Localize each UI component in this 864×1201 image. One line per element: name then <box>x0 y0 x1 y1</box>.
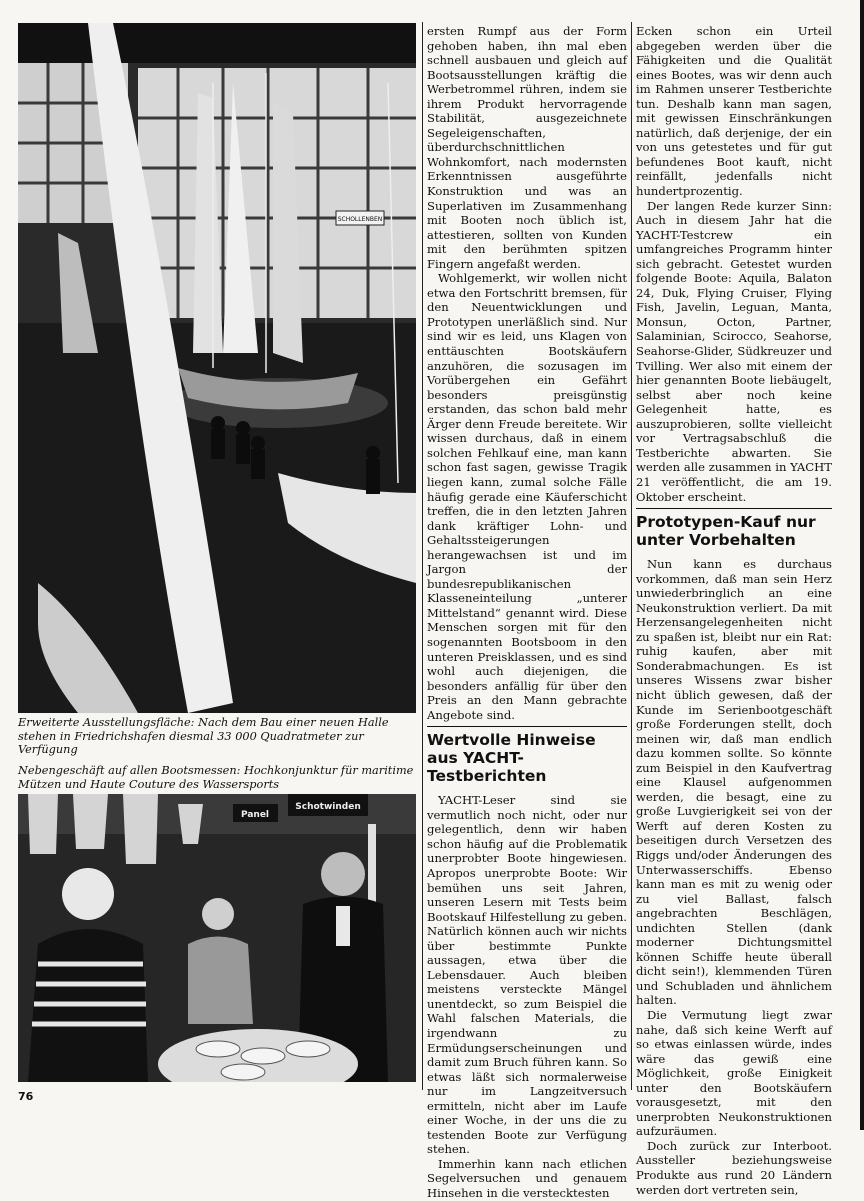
column-3-paragraph-2: Der langen Rede kurzer Sinn: Auch in diesem Jahr hat die YACHT-Testcrew ein umfangreiches Programm hinter sich gebracht. Getestet wurden folgende Boote: Aquila, Balaton 24, Duk, Flying Cruiser, Flying Fish, Javelin, Leguan, Manta, Monsun, Octon, Partner, Salaminian, Scirocco, Seahorse, Seahorse-Glider, Südkreuzer und Tvilling. Wer also mit einem der hier genannten Boote liebäugelt, selbst aber noch keine Gelegenheit hatte, es auszuprobieren, sollte vielleicht vor Vertragsabschluß die Testberichte abwarten. Sie werden alle zusammen in YACHT 21 veröffentlicht, die am 19. Oktober erscheint. <box>636 198 832 504</box>
section-headline-yacht-tests: Wertvolle Hinweise aus YACHT-Testberichten <box>427 726 627 785</box>
article-column-2 <box>427 24 627 1201</box>
exhibition-hall-photo <box>18 23 416 713</box>
column-2-paragraph-3: YACHT-Leser sind sie vermutlich noch nicht, oder nur gelegentlich, denn wir haben schon häufig auf die Problematik unerprobter Boote hingewiesen. Apropos unerprobte Boote: Wir bemühen uns seit Jahren, unseren Lesern mit Tests beim Bootskauf Hilfestellung zu geben. Natürlich können auch wir nichts über bestimmte Punkte aussagen, etwa über die Lebensdauer. Auch bleiben meistens versteckte Mängel unentdeckt, so zum Beispiel die Wahl falschen Materials, die irgendwann zu Ermüdungserscheinungen und damit zum Bruch führen kann. So etwas läßt sich normalerweise nur im Langzeitversuch ermitteln, nicht aber im Laufe einer Woche, in der uns die zu testenden Boote zur Verfügung stehen. <box>427 793 627 1157</box>
column-2-paragraph-4: Immerhin kann nach etlichen Segelversuchen und genauem Hinsehen in die verstecktesten <box>427 1156 627 1201</box>
column-3-paragraph-4: Die Vermutung liegt zwar nahe, daß sich keine Werft auf so etwas einlassen würde, indes wäre das gewiß eine Möglichkeit, große Einigkeit unter den Bootskäufern vorausgesetzt, mit den unerprobten Neukonstruktionen aufzuräumen. <box>636 1008 832 1139</box>
hall-sign-text: SCHOLLENBEN <box>337 216 383 223</box>
article-column-3 <box>636 24 832 1197</box>
stand-sign-panel: Panel <box>240 810 270 820</box>
column-rule-right <box>631 22 632 1090</box>
market-stand-photo-icon <box>18 794 416 1082</box>
column-3-paragraph-5: Doch zurück zur Interboot. Aussteller beziehungsweise Produkte aus rund 20 Ländern werden dort vertreten sein, <box>636 1138 832 1197</box>
boat-fashion-stand-photo <box>18 794 416 1082</box>
page-edge-shadow <box>860 0 864 1130</box>
column-rule-left <box>422 22 423 1090</box>
page-number: 76 <box>18 1090 34 1103</box>
section-headline-prototype-purchase: Prototypen-Kauf nur unter Vorbehalten <box>636 508 832 549</box>
stand-sign-text: Schotwinden <box>295 802 361 812</box>
column-3-paragraph-3: Nun kann es durchaus vorkommen, daß man sein Herz unwiederbringlich an eine Neukonstruktion verliert. Da mit Herzensangelegenheiten nicht zu spaßen ist, bleibt nur ein Rat: ruhig kaufen, aber mit Sonderabmachungen. Es ist unseres Wissens zwar bisher nicht üblich gewesen, daß der Kunde im Serienbootgeschäft große Forderungen stellt, doch meinen wir, daß man endlich dazu kommen sollte. So könnte zum Beispiel in den Kaufvertrag eine Klausel aufgenommen werden, die besagt, eine zu große Luvgierigkeit sei von der Werft auf deren Kosten zu beseitigen durch Versetzen des Riggs und/oder Änderungen des Unterwasserschiffs. Ebenso kann man es mit zu wenig oder zu viel Ballast, falsch angebrachten Beschlägen, undichten Stellen (dank moderner Dichtungsmittel können Schiffe heute überall dicht sein!), klemmenden Türen und Schubladen und ähnlichem halten. <box>636 557 832 1008</box>
column-2-paragraph-1: ersten Rumpf aus der Form gehoben haben, ihn mal eben schnell ausbauen und gleich auf Bootsausstellungen kräftig die Werbetrommel rühren, indem sie ihrem Produkt hervorragende Stabilität, ausgezeichnete Segeleigenschaften, überdurchschnittlichen Wohnkomfort, nach modernsten Erkenntnissen ausgeführte Konstruktion und was an Superlativen im Zusammenhang mit Booten noch üblich ist, attestieren, sollten von Kunden mit den berühmten spitzen Fingern angefaßt werden. <box>427 24 627 271</box>
column-2-paragraph-2: Wohlgemerkt, wir wollen nicht etwa den Fortschritt bremsen, für den Neuentwicklungen und Prototypen unerläßlich sind. Nur sind wir es leid, uns Klagen von enttäuschten Bootskäufern anzuhören, die sozusagen im Vorübergehen ein Gefährt besonders preisgünstig erstanden, das schon bald mehr Ärger denn Freude bereitete. Wir wissen durchaus, daß in einem solchen Fehlkauf eine, man kann schon fast sagen, gewisse Tragik liegen kann, zumal solche Fälle häufig gerade eine Käuferschicht treffen, die in den letzten Jahren dank kräftiger Lohn- und Gehaltssteigerungen herangewachsen ist und im Jargon der bundesrepublikanischen Klasseneinteilung „unterer Mittelstand“ genannt wird. Diese Menschen sorgen mit für den sogenannten Bootsboom in den unteren Preisklassen, und es sind wohl auch diejenigen, die besonders anfällig für über den Preis an den Mann gebrachte Angebote sind. <box>427 271 627 722</box>
bottom-photo-caption: Nebengeschäft auf allen Bootsmessen: Hochkonjunktur für maritime Mützen und Haute Couture des Wassersports <box>18 764 414 791</box>
boat-hall-photo-icon <box>18 23 416 713</box>
column-3-paragraph-1: Ecken schon ein Urteil abgegeben werden über die Fähigkeiten und die Qualität eines Bootes, was wir denn auch im Rahmen unserer Testberichte tun. Deshalb kann man sagen, mit gewissen Einschränkungen natürlich, daß derjenige, der ein von uns getestetes und für gut befundenes Boot kauft, nicht reinfällt, jedenfalls nicht hundertprozentig. <box>636 24 832 199</box>
top-photo-caption: Erweiterte Ausstellungsfläche: Nach dem Bau einer neuen Halle stehen in Friedrichshafen diesmal 33 000 Quadratmeter zur Verfügung <box>18 716 389 756</box>
